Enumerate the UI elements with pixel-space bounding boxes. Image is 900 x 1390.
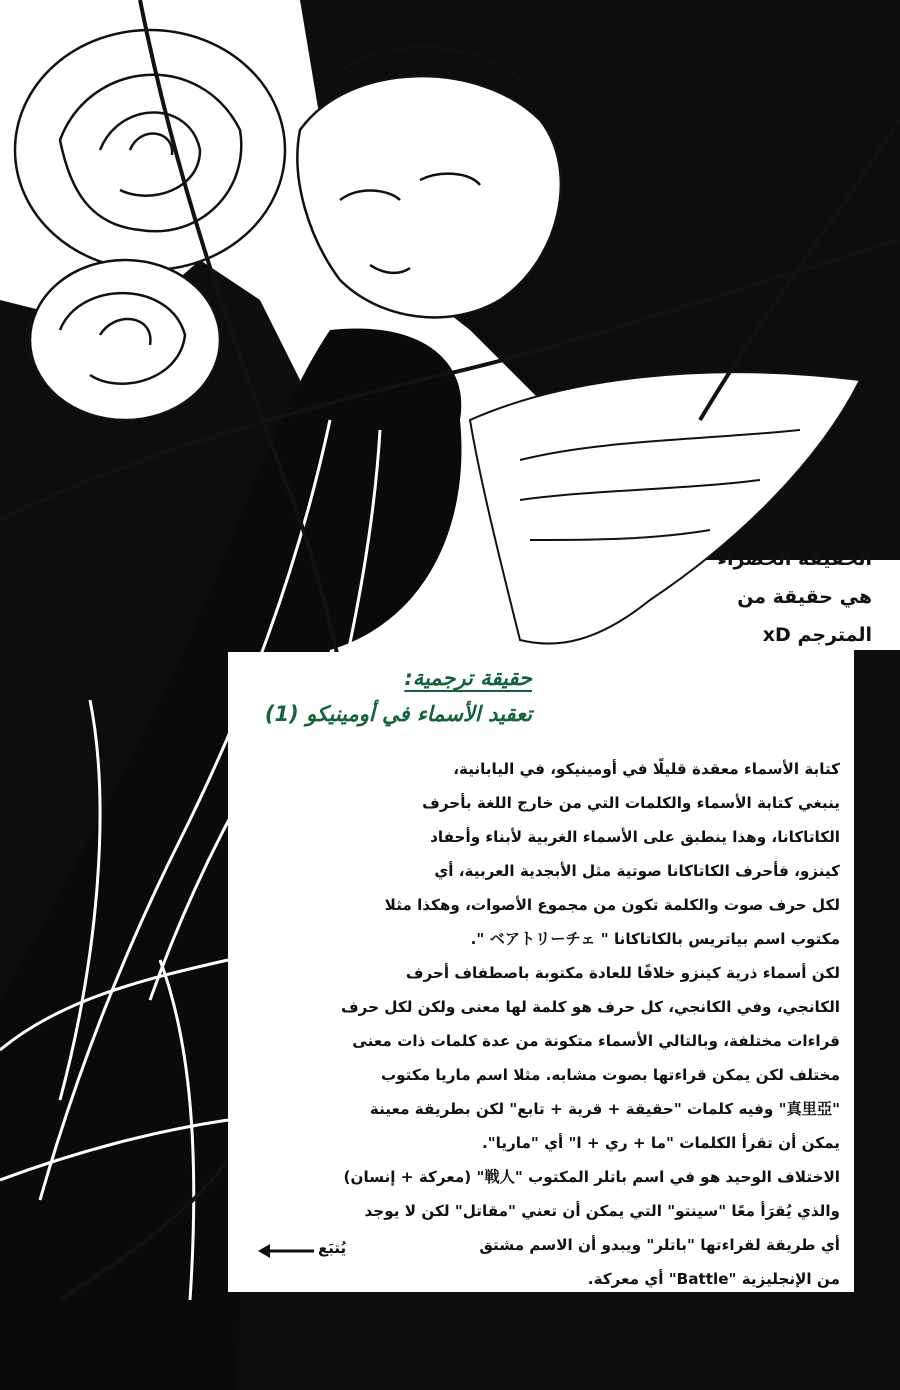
body-line: مكتوب اسم بياتريس بالكاتاكانا " ベアトリーチェ ".	[470, 930, 840, 948]
translation-note-body	[244, 752, 840, 1296]
side-note-line: الحقيقة الخضراء	[717, 548, 872, 570]
body-line: كتابة الأسماء معقدة قليلًا في أومينيكو، في اليابانية،	[453, 760, 840, 778]
heading-title: حقيقة ترجمية:	[404, 666, 532, 690]
body-line: أي طريقة لقراءتها "باتلر" ويبدو أن الاسم مشتق	[479, 1236, 840, 1254]
body-line: لكل حرف صوت والكلمة تكون من مجموع الأصوات، وهكذا مثلا	[384, 896, 840, 914]
to-be-continued-label	[318, 1238, 346, 1257]
side-note-line: هي حقيقة من	[737, 586, 872, 608]
body-line: والذي يُقرَأ معًا "سينتو" التي يمكن أن تعني "مقاتل" لكن لا يوجد	[364, 1202, 840, 1220]
side-note-line: المترجم xD	[762, 624, 872, 646]
body-line: قراءات مختلفة، وبالتالي الأسماء متكونة من عدة كلمات ذات معنى	[352, 1032, 840, 1050]
body-line: "真里亞" وفيه كلمات "حقيقة + قرية + تابع" لكن بطريقة معينة	[369, 1100, 840, 1118]
body-line: الاختلاف الوحيد هو في اسم باتلر المكتوب "戦人" (معركة + إنسان)	[343, 1168, 840, 1186]
body-line: ينبغي كتابة الأسماء والكلمات التي من خارج اللغة بأحرف	[422, 794, 840, 812]
body-line: لكن أسماء ذرية كينزو خلافًا للعادة مكتوبة باصطفاف أحرف	[405, 964, 840, 982]
body-line: كينزو، فأحرف الكاتاكانا صوتية مثل الأبجدية العربية، أي	[434, 862, 840, 880]
body-line: مختلف لكن يمكن قراءتها بصوت مشابه. مثلا اسم ماريا مكتوب	[380, 1066, 840, 1084]
heading-subtitle: تعقيد الأسماء في أومينيكو (1)	[264, 702, 532, 726]
to-be-continued-text: يُتبَع	[318, 1239, 347, 1257]
body-line: الكاتاكانا، وهذا ينطبق على الأسماء الغربية لأبناء وأحفاد	[430, 828, 840, 846]
translation-fact-heading	[232, 660, 532, 732]
translator-side-note	[672, 540, 872, 654]
body-line: الكانجي، وفي الكانجي، كل حرف هو كلمة لها معنى ولكن لكل حرف	[340, 998, 840, 1016]
body-line: يمكن أن تقرأ الكلمات "ما + ري + ا" أي "ماريا".	[481, 1134, 840, 1152]
arrow-left-icon	[258, 1244, 314, 1258]
body-line: من الإنجليزية "Battle" أي معركة.	[587, 1270, 840, 1288]
